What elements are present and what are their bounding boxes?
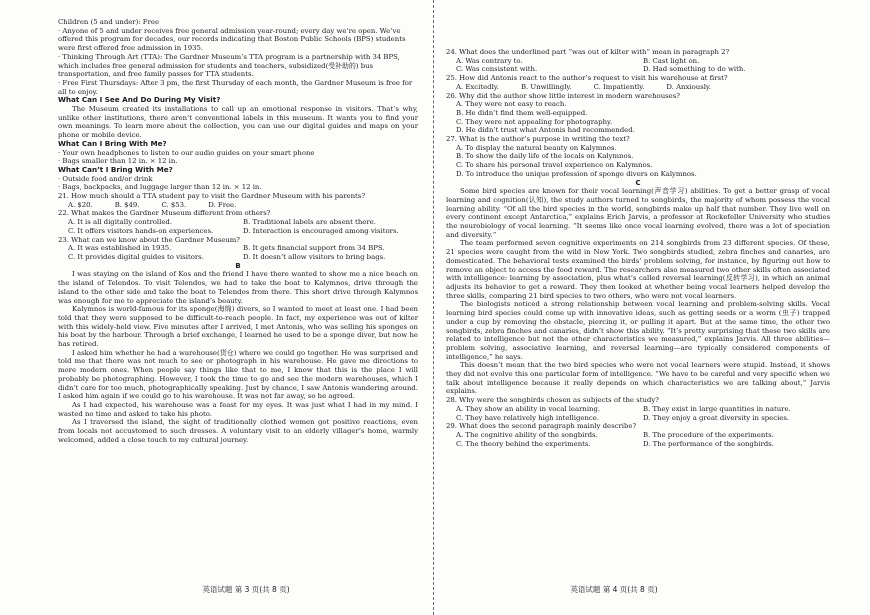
option: A. It was established in 1935.	[68, 244, 172, 253]
question-29: 29. What does the second paragraph mainly describe?	[446, 422, 637, 431]
section-heading: What Can I See And Do During My Visit?	[58, 95, 221, 105]
option: D. The performance of the songbirds.	[643, 439, 774, 448]
bullet-item: · Bags smaller than 12 in. × 12 in.	[58, 157, 178, 166]
option: D. He didn’t trust what Antonis had recommended.	[456, 126, 635, 135]
option: C. Impatiently.	[593, 82, 645, 91]
text-line: Children (5 and under): Free	[58, 18, 160, 26]
paragraph: The biologists noticed a strong relationship between vocal learning and problem-solving skills. Vocal learning bird species could come up with innovative ideas, such as getting seeds or a worm (虫子) trapped under a cup by removing the obstacle, piercing it, or pulling it apart. But at the same time, the other two songbirds, zebra finches and canaries, didn’t show this ability. “It’s pretty surprising that these two skills are related to intelligence but not the other characteristics we measured,” explains Jarvis. All three abilities—problem solving, associative learning, and reversal learning—are typically considered components of intelligence,” he says.	[446, 300, 830, 361]
question-24-options	[446, 57, 830, 74]
option: B. Unwillingly.	[520, 82, 572, 91]
option: A. $20.	[68, 200, 93, 209]
option: C. They have relatively high intelligence.	[456, 413, 600, 422]
option: C. To share his personal travel experience on Kalymnos.	[456, 161, 653, 170]
paragraph: The team performed seven cognitive experiments on 214 songbirds from 23 different species. Of these, 21 species were caught from the wild in New York. Two songbirds studied, zebra finches and canaries, are domesticated. The behavioral tests examined the birds’ problem solving, for instance, by figuring out how to remove an object to access the food reward. The researchers also measured two other skills often associated with intelligence: learning by association, plus what’s called reversal learning(反转学习), in which an animal adjusts its behavior to get a reward. They then looked at whether being vocal learners helped develop the three skills, comparing 21 bird species to two others, who were not vocal learners.	[446, 239, 830, 300]
option: D. Interaction is encouraged among visitors.	[243, 226, 399, 235]
section-heading: What Can’t I Bring With Me?	[58, 164, 173, 174]
question-21: 21. How much should a TTA student pay to visit the Gardner Museum with his parents?	[58, 192, 366, 201]
question-22-options	[58, 218, 418, 235]
option: C. It provides digital guides to visitors.	[68, 252, 204, 261]
question-21-options	[58, 201, 418, 210]
option: C. Was consistent with.	[456, 65, 538, 74]
option: A. It is all digitally controlled.	[68, 218, 173, 227]
paragraph: I was staying on the island of Kos and the friend I have there wanted to show me a nice beach on the island of Telendos. To visit Telendos, we had to take the boat to Kalymnos, drive through the island to the other side and take the boat to Telendos from there. This short drive through Kalymnos was enough for me to appreciate the island’s beauty.	[58, 270, 418, 305]
paragraph: This doesn’t mean that the two bird species who were not vocal learners were stupid. Instead, it shows they did not evolve this one particular form of intelligence. “We have to be careful and very specific when we talk about intelligence because it really depends on which characteristics we are talking about,” Jarvis explains.	[446, 361, 830, 396]
page-footer: 英语试题 第 3 页(共 8 页)	[202, 585, 290, 594]
option: D. Free.	[208, 200, 237, 209]
question-23: 23. What can we know about the Gardner Museum?	[58, 235, 240, 244]
question-22: 22. What makes the Gardner Museum different from others?	[58, 209, 271, 218]
option: C. $53.	[161, 200, 187, 209]
question-27-options	[446, 144, 830, 179]
option: B. He didn’t find them well-equipped.	[456, 108, 588, 117]
question-29-options	[446, 431, 830, 448]
option: B. Traditional labels are absent there.	[243, 218, 376, 227]
option: D. Had something to do with.	[643, 65, 746, 74]
option: B. $49.	[114, 200, 140, 209]
bullet-item: · Anyone of 5 and under receives free general admission year-round; every day we’re open. We’ve offered this program for decades, our records indicating that Boston Public Schools (BPS) students were first offered free admission in 1935.	[58, 26, 406, 53]
paragraph: I asked him whether he had a warehouse(货仓) where we could go together. He was surprised and told me that there was not much to see or photograph in his warehouse. He gave me directions to more modern ones. When people say things like that to me, I know that this is the place I will probably be photographing. However, I took the time to go and see the modern warehouses, which I didn’t care for too much, photographically speaking. Just by chance, I saw Antonis wandering around. I asked him again if we could go to his warehouse. It was not far away, so he agreed.	[58, 348, 418, 401]
paragraph: Some bird species are known for their vocal learning(声音学习) abilities. To get a better grasp of vocal learning and cognition(认知), the study authors turned to songbirds, the majority of whom possess the vocal learning ability. “Of all the bird species in the world, songbirds make up half that number. They live well on every continent except Antarctica,” explains Erich Jarvis, a professor at Rockefeller University who studies the neurobiology of vocal learning. “It seems like once vocal learning evolved, there was a lot of speciation and diversity.”	[446, 187, 830, 239]
bullet-item: · Bags, backpacks, and luggage larger than 12 in. × 12 in.	[58, 183, 262, 192]
option: B. The procedure of the experiments.	[643, 430, 774, 439]
question-28: 28. Why were the songbirds chosen as subjects of the study?	[446, 396, 659, 405]
option: D. It doesn’t allow visitors to bring bags.	[243, 252, 386, 261]
question-27: 27. What is the author’s purpose in writing the text?	[446, 135, 630, 144]
option: B. Cast light on.	[643, 56, 700, 65]
page-footer: 英语试题 第 4 页(共 8 页)	[570, 585, 658, 594]
bullet-item: · Outside food and/or drink	[58, 174, 153, 183]
bullet-item: · Free First Thursdays: After 3 pm, the first Thursday of each month, the Gardner Museum is free for all to enjoy.	[58, 78, 413, 96]
option: C. They were not appealing for photography.	[456, 117, 613, 126]
paragraph: The Museum created its installations to call up an emotional response in visitors. That’s why, unlike other institutions, there aren’t conventional labels in this museum. It wants you to find your own meanings. To learn more about the collection, you can use our digital guides and maps on your phone or mobile device.	[58, 105, 418, 140]
option: B. To show the daily life of the locals on Kalymnos.	[456, 152, 634, 161]
question-25: 25. How did Antonis react to the author’s request to visit his warehouse at first?	[446, 74, 728, 83]
page-4	[438, 0, 870, 615]
page-3-column	[58, 18, 418, 444]
option: C. It offers visitors hands-on experiences.	[68, 226, 214, 235]
section-letter-c: C	[635, 178, 641, 187]
option: A. They show an ability in vocal learning.	[456, 404, 601, 413]
option: B. They exist in large quantities in nature.	[643, 404, 791, 413]
option: D. To introduce the unique profession of sponge divers on Kalymnos.	[456, 169, 697, 178]
question-26: 26. Why did the author show little interest in modern warehouses?	[446, 91, 680, 100]
bullet-item: · Thinking Through Art (TTA): The Gardner Museum’s TTA program is a partnership with 34 BPS, which includes free general admission for students and teachers, subsidized(受补助的) bus transportation, and free family passes for TTA students.	[58, 52, 400, 79]
section-letter-b: B	[235, 261, 241, 270]
option: B. It gets financial support from 34 BPS.	[243, 244, 385, 253]
page-4-column	[446, 48, 830, 448]
option: C. The theory behind the experiments.	[456, 439, 591, 448]
page-3	[0, 0, 432, 615]
bullet-item: · Your own headphones to listen to our audio guides on your smart phone	[58, 148, 315, 157]
paragraph: As I had expected, his warehouse was a feast for my eyes. It was just what I had in my mind. I wasted no time and asked to take his photo.	[58, 400, 418, 418]
question-26-options	[446, 100, 830, 135]
option: A. Was contrary to.	[456, 56, 523, 65]
option: A. They were not easy to reach.	[456, 100, 567, 109]
paragraph: As I traversed the island, the sight of traditionally clothed women got positive reactions, even from locals not accustomed to such dresses. A voluntary visit to an elderly villager’s home, warmly welcomed, added a close touch to my cultural journey.	[58, 418, 418, 444]
option: D. They enjoy a great diversity in species.	[643, 413, 790, 422]
question-28-options	[446, 405, 830, 422]
question-24: 24. What does the underlined part “was out of kilter with” mean in paragraph 2?	[446, 48, 730, 56]
section-heading: What Can I Bring With Me?	[58, 138, 167, 148]
option: A. The cognitive ability of the songbirds.	[456, 430, 598, 439]
question-23-options	[58, 244, 418, 261]
option: A. Excitedly.	[456, 82, 499, 91]
paragraph: Kalymnos is world-famous for its sponge(海绵) divers, so I wanted to meet at least one. I had been told that they were supposed to be difficult-to-reach people. In fact, my experience was out of kilter with this widely-held view. Five minutes after I arrived, I met Antonis, who was selling his sponges on his boat by the harbour. Through a brief exchange, I learned he used to be a sponge diver, but now he has retired.	[58, 305, 418, 349]
option: D. Anxiously.	[666, 82, 712, 91]
question-25-options	[446, 83, 830, 92]
option: A. To display the natural beauty on Kalymnos.	[456, 143, 617, 152]
